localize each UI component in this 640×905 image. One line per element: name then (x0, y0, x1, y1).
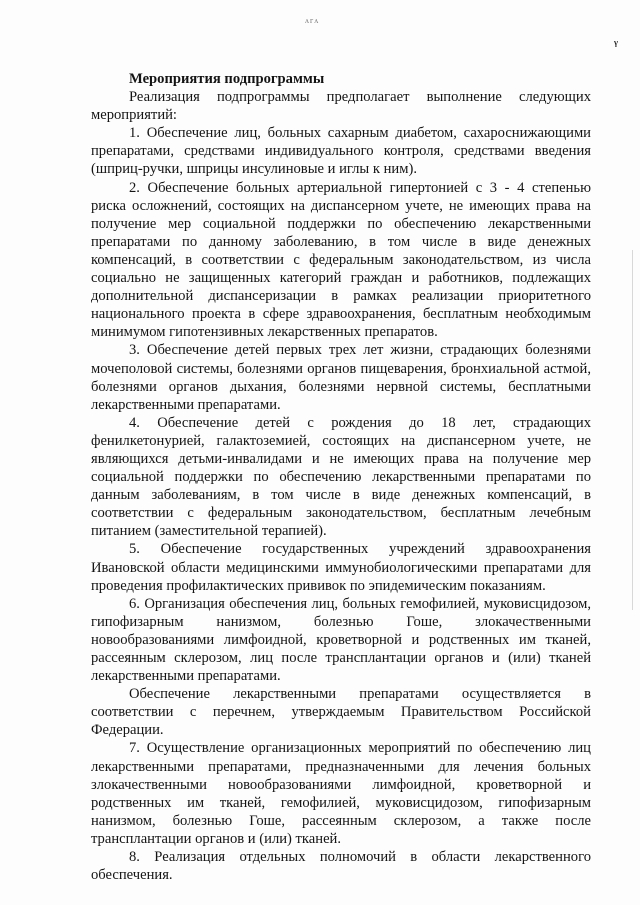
measure-item-8: 8. Реализация отдельных полномочий в области лекарственного обеспечения. (91, 849, 591, 884)
measure-item-4: 4. Обеспечение детей с рождения до 18 лет, страдающих фенилкетонурией, галактоземией, состоящих на диспансерном учете, не являющихся детьми-инвалидами и не имеющих права на получение мер социальной поддержки по обеспечению лекарственными препаратами по данным заболеваниям, в том числе в виде денежных компенсаций, в соответствии с федеральным законодательством, бесплатным лечебным питанием (заместительной терапией). (91, 414, 591, 540)
page-top-mark: ᴧᴦᴧ (305, 16, 320, 25)
measure-item-6-note: Обеспечение лекарственными препаратами осуществляется в соответствии с перечнем, утверждаемым Правительством Российской Федерации. (91, 686, 591, 739)
document-body (91, 70, 591, 884)
measure-item-1: 1. Обеспечение лиц, больных сахарным диабетом, сахароснижающими препаратами, средствами индивидуального контроля, средствами введения (шприц-ручки, шприцы инсулиновые и иглы к ним). (91, 125, 591, 178)
measure-item-6: 6. Организация обеспечения лиц, больных гемофилией, муковисцидозом, гипофизарным нанизмом, болезнью Гоше, злокачественными новообразованиями лимфоидной, кроветворной и родственных им тканей, рассеянным склерозом, лиц после трансплантации органов и (или) тканей лекарственными препаратами. (91, 595, 591, 685)
measure-item-2: 2. Обеспечение больных артериальной гипертонией с 3 - 4 степенью риска осложнений, состоящих на диспансерном учете, не имеющих права на получение мер социальной поддержки по обеспечению лекарственными препаратами по данному заболеванию, в том числе в виде денежных компенсаций, в соответствии с федеральным законодательством, из числа социально не защищенных категорий граждан и работников, подлежащих дополнительной диспансеризации в рамках реализации приоритетного национального проекта в сфере здравоохранения, бесплатным необходимым минимумом гипотензивных лекарственных препаратов. (91, 179, 591, 341)
measure-item-7: 7. Осуществление организационных мероприятий по обеспечению лиц лекарственными препаратами, предназначенными для лечения больных злокачественными новообразованиями лимфоидной, кроветворной и родственных им тканей, гемофилией, муковисцидозом, гипофизарным нанизмом, болезнью Гоше, рассеянным склерозом, а также после трансплантации органов и (или) тканей. (91, 740, 591, 847)
page-corner-mark: ᵞ (614, 38, 618, 53)
measure-item-5: 5. Обеспечение государственных учреждений здравоохранения Ивановской области медицинскими иммунобиологическими препаратами для проведения профилактических прививок по эпидемическим показаниям. (91, 541, 591, 594)
section-intro: Реализация подпрограммы предполагает выполнение следующих мероприятий: (91, 89, 591, 124)
scan-artifact-line (632, 250, 633, 610)
measure-item-3: 3. Обеспечение детей первых трех лет жизни, страдающих болезнями мочеполовой системы, болезнями органов пищеварения, бронхиальной астмой, болезнями органов дыхания, болезнями нервной системы, бесплатными лекарственными препаратами. (91, 342, 591, 413)
section-title: Мероприятия подпрограммы (129, 71, 325, 87)
